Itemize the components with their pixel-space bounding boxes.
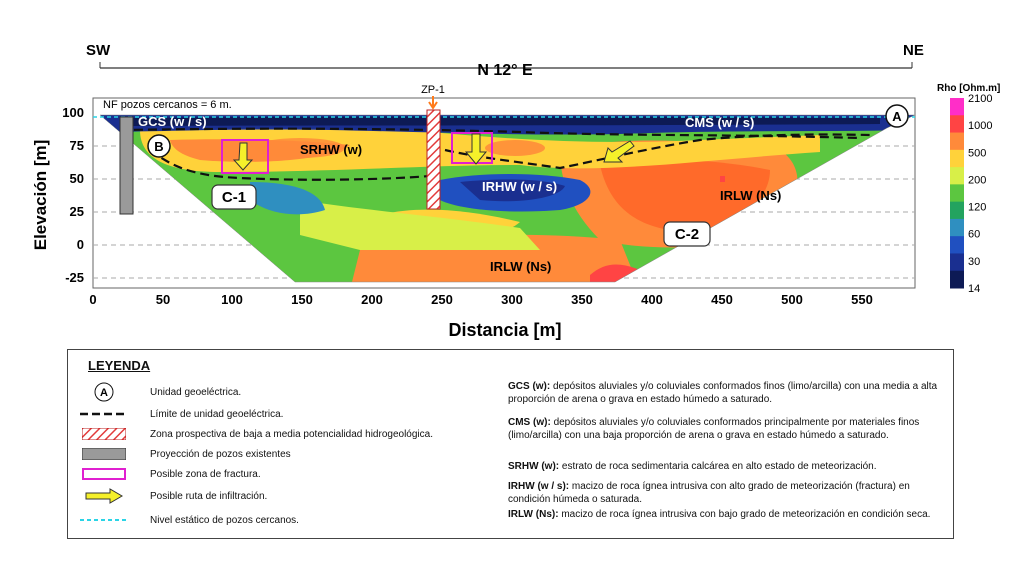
marker-a [886, 105, 908, 127]
azimuth-label: N 12° E [477, 62, 533, 79]
x-tick-label: 400 [641, 292, 663, 307]
definition-gcs: GCS (w): depósitos aluviales y/o coluviales conformados finos (limo/arcilla) con una media a alta proporción de arena o grava en estado húmedo a saturado. [508, 381, 938, 405]
colorbar-swatch [950, 202, 964, 220]
direction-sw: SW [86, 42, 111, 59]
colorbar-title: Rho [Ohm.m] [937, 83, 1001, 94]
existing-well-projection [120, 117, 133, 214]
colorbar-label: 200 [968, 174, 987, 187]
y-tick-label: 0 [76, 237, 84, 252]
legend-item-water-level [80, 512, 299, 528]
y-tick-label: 50 [69, 171, 84, 186]
x-tick-label: 200 [361, 292, 383, 307]
colorbar-label: 2100 [968, 93, 993, 105]
svg-text:C-1: C-1 [221, 189, 247, 206]
x-tick-label: 350 [571, 292, 593, 307]
geoelectric-unit-icon [94, 382, 114, 402]
colorbar [950, 93, 992, 295]
fracture-zone-icon [82, 468, 126, 480]
colorbar-label: 500 [968, 147, 987, 160]
x-tick-label: 550 [851, 292, 873, 307]
unit-label-irlw-bottom: IRLW (Ns) [490, 259, 552, 274]
x-tick-label: 450 [711, 292, 733, 307]
legend-item-unit [80, 384, 241, 400]
marker-b [148, 135, 170, 157]
borehole-label: ZP-1 [421, 84, 445, 96]
colorbar-label: 120 [968, 201, 987, 214]
unit-label-irlw-right: IRLW (Ns) [720, 188, 782, 203]
x-axis [89, 292, 872, 307]
legend-item-fracture [80, 466, 261, 482]
callout-c1 [212, 185, 256, 209]
colorbar-swatch [950, 115, 964, 133]
colorbar-swatch [950, 219, 964, 237]
svg-text:B: B [154, 139, 164, 154]
unit-label-cms: CMS (w / s) [685, 115, 755, 130]
callout-c2 [664, 222, 710, 246]
y-tick-label: -25 [65, 270, 84, 285]
y-axis-label: Elevación [m] [31, 139, 50, 251]
legend-item-label: Límite de unidad geoeléctrica. [150, 408, 284, 420]
legend-item-boundary [80, 406, 283, 422]
svg-text:A: A [100, 387, 108, 399]
yellow-arrow-icon [84, 488, 124, 504]
legend-item-label: Nivel estático de pozos cercanos. [150, 514, 299, 526]
direction-ne: NE [903, 42, 924, 59]
y-tick-label: 25 [69, 204, 84, 219]
well-projection-icon [82, 448, 126, 460]
colorbar-label: 14 [968, 283, 981, 295]
x-tick-label: 150 [291, 292, 313, 307]
unit-label-gcs: GCS (w / s) [138, 114, 207, 129]
colorbar-swatch [950, 236, 964, 254]
legend-box [67, 349, 954, 539]
colorbar-swatch [950, 150, 964, 168]
legend-item-label: Posible zona de fractura. [150, 468, 261, 480]
colorbar-swatch [950, 271, 964, 289]
borehole-zp1 [427, 110, 440, 209]
x-tick-label: 100 [221, 292, 243, 307]
unit-label-srhw: SRHW (w) [300, 142, 363, 157]
definition-srhw: SRHW (w): estrato de roca sedimentaria calcárea en alto estado de meteorización. [508, 461, 877, 472]
svg-text:A: A [892, 109, 902, 124]
legend-item-infiltration [80, 488, 267, 504]
definition-irlw: IRLW (Ns): macizo de roca ígnea intrusiva con bajo grado de meteorización en condición seca. [508, 509, 931, 520]
x-tick-label: 300 [501, 292, 523, 307]
x-axis-label: Distancia [m] [448, 320, 562, 340]
legend-item-prospective-zone [80, 426, 433, 442]
definition-cms: CMS (w): depósitos aluviales y/o coluviales conformados principalmente por materiales finos (limo/arcilla) con una baja proporción de arena o grava en estado húmedo a saturado. [508, 417, 920, 441]
x-tick-label: 500 [781, 292, 803, 307]
colorbar-swatch [950, 133, 964, 151]
y-axis [62, 105, 84, 285]
colorbar-label: 1000 [968, 120, 993, 133]
colorbar-swatch [950, 253, 964, 271]
legend-title: LEYENDA [88, 358, 151, 373]
colorbar-label: 60 [968, 228, 981, 241]
y-tick-label: 75 [69, 138, 84, 153]
svg-text:C-2: C-2 [674, 226, 700, 243]
hatched-zone-icon [82, 428, 126, 440]
water-level-note: NF pozos cercanos = 6 m. [103, 99, 232, 111]
y-tick-label: 100 [62, 105, 84, 120]
colorbar-swatch [950, 184, 964, 202]
colorbar-swatch [950, 167, 964, 185]
colorbar-label: 30 [968, 255, 981, 268]
x-tick-label: 0 [89, 292, 97, 307]
legend-item-label: Unidad geoeléctrica. [150, 386, 242, 398]
legend-item-wells [80, 446, 291, 462]
unit-label-irhw: IRHW (w / s) [482, 179, 558, 194]
legend-item-label: Proyección de pozos existentes [150, 448, 291, 460]
x-tick-label: 250 [431, 292, 453, 307]
x-tick-label: 50 [155, 292, 171, 307]
dashed-line-icon [80, 411, 128, 417]
cyan-dashed-line-icon [80, 517, 128, 523]
colorbar-swatch [950, 98, 964, 116]
legend-item-label: Posible ruta de infiltración. [150, 490, 268, 502]
legend-item-label: Zona prospectiva de baja a media potencialidad hidrogeológica. [150, 428, 433, 440]
definition-irhw: IRHW (w / s): macizo de roca ígnea intrusiva con alto grado de meteorización (fractura) en condición húmeda o saturada. [508, 481, 910, 505]
